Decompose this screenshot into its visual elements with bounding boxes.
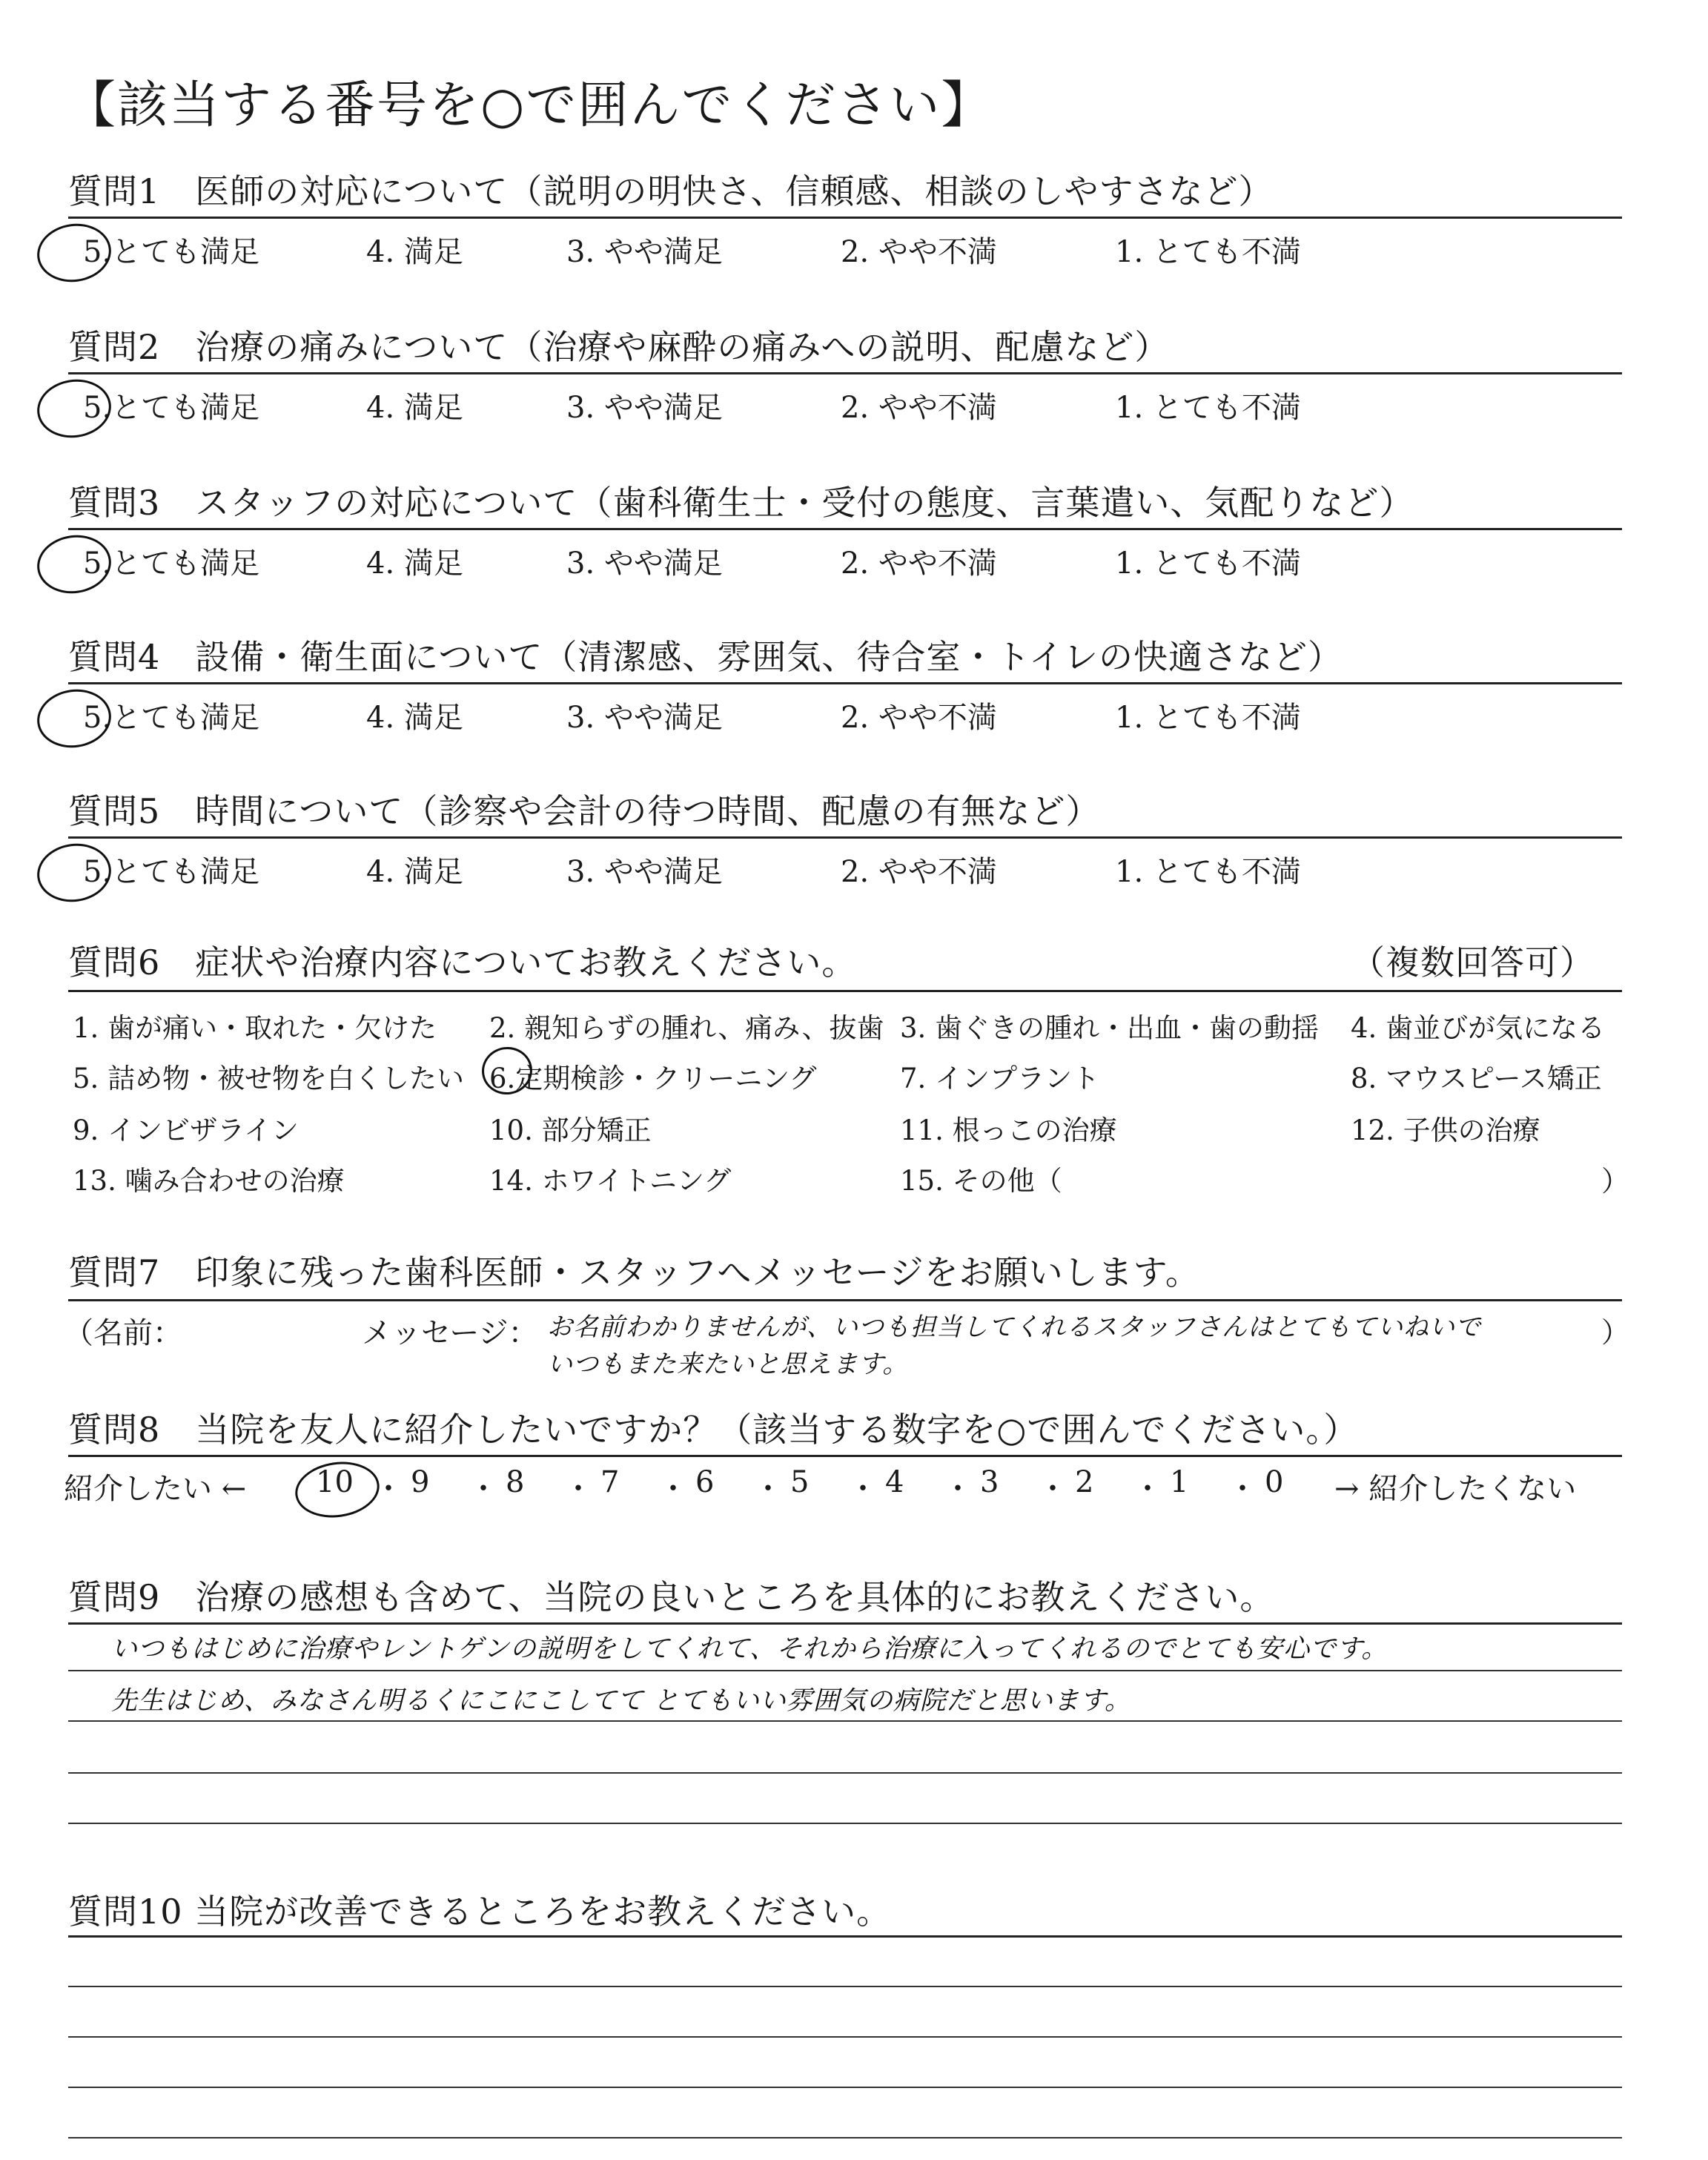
q4-option[interactable]: 4. 満足	[366, 701, 463, 735]
q6-option[interactable]: 3. 歯ぐきの腫れ・出血・歯の動揺	[900, 1012, 1320, 1044]
q7-message-line1: お名前わかりませんが、いつも担当してくれるスタッフさんはとてもていねいで	[547, 1312, 1481, 1342]
q9-answer-line2: 先生はじめ、みなさん明るくにこにこしてて とてもいい雰囲気の病院だと思います。	[111, 1686, 1131, 1716]
q8-scale-separator: ・	[469, 1472, 498, 1506]
q5-option[interactable]: 3. やや満足	[566, 855, 723, 889]
q8-scale-separator: ・	[374, 1472, 403, 1506]
q7-name-label: （名前：	[64, 1316, 182, 1350]
q6-option[interactable]: 2. 親知らずの腫れ、痛み、抜歯	[489, 1012, 884, 1044]
q6-option[interactable]: 5. 詰め物・被せ物を白くしたい	[73, 1063, 465, 1094]
q8-scale-separator: ・	[848, 1472, 878, 1506]
q3-option[interactable]: 3. やや満足	[566, 546, 723, 581]
q6-multiple-note: （複数回答可）	[1351, 942, 1595, 982]
q3-option[interactable]: 1. とても不満	[1115, 546, 1301, 581]
q6-other-close-paren: ）	[1601, 1165, 1630, 1198]
q6-option[interactable]: 6.定期検診・クリーニング	[489, 1063, 817, 1094]
q6-option[interactable]: 13. 噛み合わせの治療	[73, 1165, 345, 1197]
q5-title: 質問5 時間について（診察や会計の待つ時間、配慮の有無など）	[68, 791, 1101, 831]
q4-option[interactable]: 2. やや不満	[841, 701, 997, 735]
q6-option[interactable]: 10. 部分矯正	[489, 1114, 652, 1146]
q5-option[interactable]: 5.とても満足	[83, 855, 260, 889]
q2-option[interactable]: 1. とても不満	[1115, 391, 1301, 425]
q6-option[interactable]: 4. 歯並びが気になる	[1351, 1012, 1606, 1044]
q2-option[interactable]: 5.とても満足	[83, 391, 260, 425]
q5-rule	[68, 836, 1622, 839]
q8-scale-value[interactable]: 3	[980, 1465, 999, 1499]
q4-title: 質問4 設備・衛生面について（清潔感、雰囲気、待合室・トイレの快適さなど）	[68, 637, 1343, 677]
q2-option[interactable]: 3. やや満足	[566, 391, 723, 425]
q10-rule	[68, 1935, 1622, 1938]
q8-left-label: 紹介したい ←	[64, 1472, 247, 1506]
q1-rule	[68, 217, 1622, 219]
instruction-title: 【該当する番号を○で囲んでください】	[65, 76, 993, 135]
q8-scale-separator: ・	[753, 1472, 783, 1506]
q2-option[interactable]: 2. やや不満	[841, 391, 997, 425]
q8-scale-value[interactable]: 7	[600, 1465, 620, 1499]
q7-message-line2: いつもまた来たいと思えます。	[547, 1350, 909, 1379]
q8-scale-separator: ・	[1133, 1472, 1162, 1506]
q7-close-paren: ）	[1601, 1316, 1630, 1349]
q5-option[interactable]: 2. やや不満	[841, 855, 997, 889]
q2-option[interactable]: 4. 満足	[366, 391, 463, 425]
q9-line-1	[68, 1670, 1622, 1671]
q3-option[interactable]: 2. やや不満	[841, 546, 997, 581]
q10-line-3	[68, 2087, 1622, 2088]
q8-scale-value[interactable]: 2	[1075, 1465, 1094, 1499]
q6-option[interactable]: 1. 歯が痛い・取れた・欠けた	[73, 1012, 437, 1044]
q8-selected-circle[interactable]	[291, 1456, 383, 1522]
q1-option[interactable]: 2. やや不満	[841, 235, 997, 269]
q6-rule	[68, 990, 1622, 992]
q8-scale-value[interactable]: 10	[316, 1465, 354, 1499]
q4-option[interactable]: 3. やや満足	[566, 701, 723, 735]
q9-rule	[68, 1622, 1622, 1625]
q1-title: 質問1 医師の対応について（説明の明快さ、信頼感、相談のしやすさなど）	[68, 171, 1274, 211]
q6-option[interactable]: 11. 根っこの治療	[900, 1114, 1117, 1146]
q9-line-2	[68, 1720, 1622, 1722]
q7-rule	[68, 1299, 1622, 1301]
q6-option[interactable]: 15. その他（	[900, 1165, 1062, 1197]
q3-option[interactable]: 4. 満足	[366, 546, 463, 581]
q1-option[interactable]: 1. とても不満	[1115, 235, 1301, 269]
q2-title: 質問2 治療の痛みについて（治療や麻酔の痛みへの説明、配慮など）	[68, 327, 1170, 367]
q6-option[interactable]: 9. インビザライン	[73, 1114, 299, 1146]
q8-scale-value[interactable]: 4	[885, 1465, 904, 1499]
q6-option[interactable]: 7. インプラント	[900, 1063, 1100, 1094]
q8-scale-separator: ・	[658, 1472, 688, 1506]
q10-line-1	[68, 1986, 1622, 1987]
q8-scale-separator: ・	[563, 1472, 593, 1506]
q1-option[interactable]: 4. 満足	[366, 235, 463, 269]
q4-option[interactable]: 5.とても満足	[83, 701, 260, 735]
q6-option[interactable]: 14. ホワイトニング	[489, 1165, 732, 1197]
q6-title: 質問6 症状や治療内容についてお教えください。	[68, 942, 857, 982]
q8-scale-value[interactable]: 9	[411, 1465, 430, 1499]
q8-title: 質問8 当院を友人に紹介したいですか？（該当する数字を○で囲んでください。）	[68, 1410, 1359, 1450]
q3-option[interactable]: 5.とても満足	[83, 546, 260, 581]
q8-scale-separator: ・	[943, 1472, 973, 1506]
q1-option[interactable]: 5.とても満足	[83, 235, 260, 269]
q4-rule	[68, 682, 1622, 684]
q9-line-4	[68, 1823, 1622, 1824]
q9-answer-line1: いつもはじめに治療やレントゲンの説明をしてくれて、それから治療に入ってくれるのでとても安心です。	[111, 1634, 1388, 1664]
q5-option[interactable]: 1. とても不満	[1115, 855, 1301, 889]
q10-title: 質問10 当院が改善できるところをお教えください。	[68, 1892, 892, 1932]
q10-line-4	[68, 2137, 1622, 2138]
q3-rule	[68, 528, 1622, 530]
q8-scale-value[interactable]: 8	[506, 1465, 525, 1499]
q7-message-label: メッセージ：	[362, 1316, 538, 1350]
q8-scale-separator: ・	[1228, 1472, 1257, 1506]
q6-option[interactable]: 12. 子供の治療	[1351, 1114, 1540, 1146]
q6-option[interactable]: 8. マウスピース矯正	[1351, 1063, 1602, 1094]
q5-option[interactable]: 4. 満足	[366, 855, 463, 889]
q1-option[interactable]: 3. やや満足	[566, 235, 723, 269]
q8-scale-value[interactable]: 6	[695, 1465, 715, 1499]
q9-line-3	[68, 1772, 1622, 1774]
q3-title: 質問3 スタッフの対応について（歯科衛生士・受付の態度、言葉遣い、気配りなど）	[68, 483, 1414, 523]
q4-option[interactable]: 1. とても不満	[1115, 701, 1301, 735]
q8-scale-value[interactable]: 0	[1265, 1465, 1284, 1499]
q8-scale-value[interactable]: 5	[790, 1465, 810, 1499]
q8-scale-separator: ・	[1038, 1472, 1068, 1506]
q8-rule	[68, 1455, 1622, 1457]
q8-right-label: → 紹介したくない	[1334, 1472, 1577, 1506]
q9-title: 質問9 治療の感想も含めて、当院の良いところを具体的にお教えください。	[68, 1577, 1275, 1617]
q2-rule	[68, 372, 1622, 374]
q7-title: 質問7 印象に残った歯科医師・スタッフへメッセージをお願いします。	[68, 1252, 1200, 1292]
q8-scale-value[interactable]: 1	[1170, 1465, 1189, 1499]
q10-line-2	[68, 2036, 1622, 2038]
